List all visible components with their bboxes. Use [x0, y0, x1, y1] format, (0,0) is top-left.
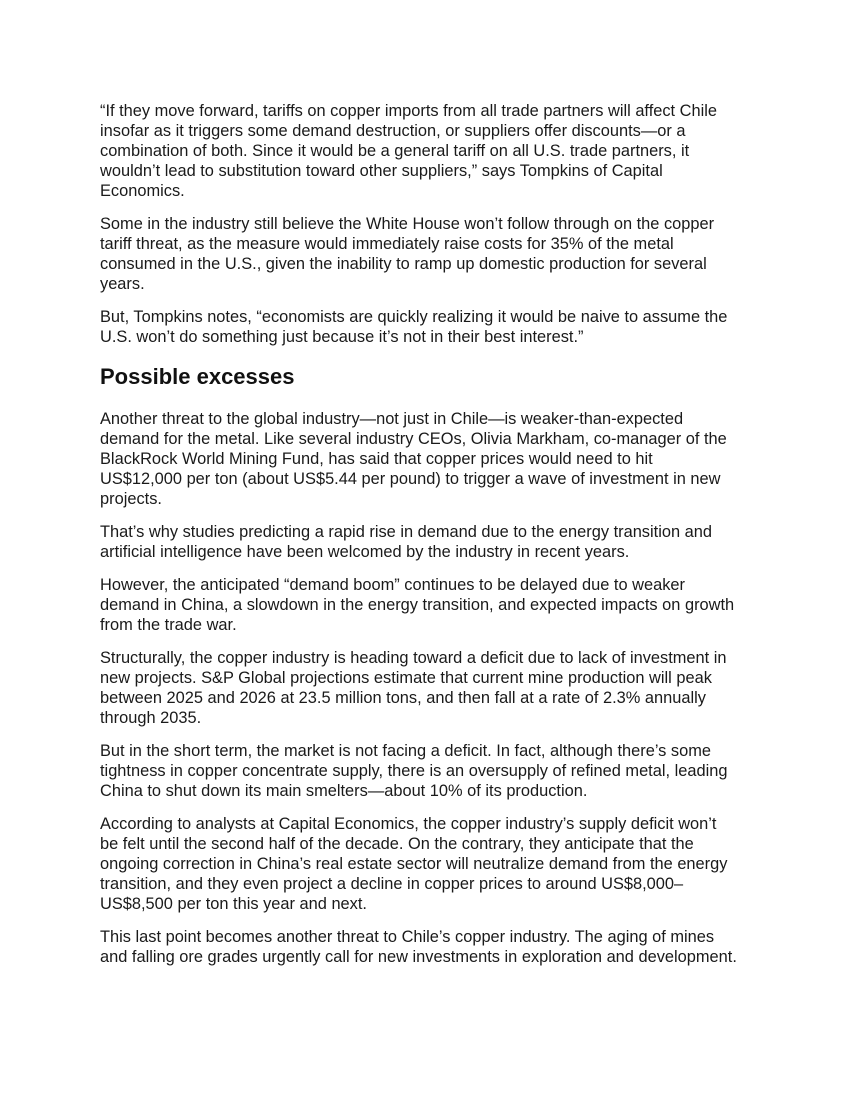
text-line: and falling ore grades urgently call for new investments in exploration and development. — [100, 948, 737, 966]
text-line: demand for the metal. Like several industry CEOs, Olivia Markham, co-manager of the — [100, 430, 727, 448]
paragraph — [100, 214, 780, 294]
paragraph — [100, 927, 780, 967]
text-line: Structurally, the copper industry is heading toward a deficit due to lack of investment in — [100, 649, 727, 667]
paragraph — [100, 575, 780, 635]
text-line: However, the anticipated “demand boom” continues to be delayed due to weaker — [100, 576, 685, 594]
text-line: US$12,000 per ton (about US$5.44 per pound) to trigger a wave of investment in new — [100, 470, 721, 488]
text-line: artificial intelligence have been welcomed by the industry in recent years. — [100, 543, 630, 561]
section-heading: Possible excesses — [100, 364, 295, 389]
text-line: Some in the industry still believe the White House won’t follow through on the copper — [100, 215, 715, 233]
text-line: projects. — [100, 490, 162, 508]
text-line: consumed in the U.S., given the inability to ramp up domestic production for several — [100, 255, 707, 273]
section-before — [100, 101, 780, 347]
section-after — [100, 409, 780, 967]
paragraph — [100, 648, 780, 728]
paragraph — [100, 101, 780, 201]
text-line: ongoing correction in China’s real estate sector will neutralize demand from the energy — [100, 855, 728, 873]
text-line: new projects. S&P Global projections estimate that current mine production will peak — [100, 669, 712, 687]
text-line: U.S. won’t do something just because it’s not in their best interest.” — [100, 328, 584, 346]
paragraph — [100, 814, 780, 914]
text-line: demand in China, a slowdown in the energy transition, and expected impacts on growth — [100, 596, 735, 614]
text-line: China to shut down its main smelters—about 10% of its production. — [100, 782, 588, 800]
text-line: through 2035. — [100, 709, 202, 727]
text-line: Economics. — [100, 182, 185, 200]
text-line: Another threat to the global industry—not just in Chile—is weaker-than-expected — [100, 410, 684, 428]
text-line: This last point becomes another threat to Chile’s copper industry. The aging of mines — [100, 928, 715, 946]
text-line: transition, and they even project a decline in copper prices to around US$8,000– — [100, 875, 684, 893]
text-line: “If they move forward, tariffs on copper imports from all trade partners will affect Chile — [100, 102, 718, 120]
text-line: But, Tompkins notes, “economists are quickly realizing it would be naive to assume the — [100, 308, 728, 326]
text-line: US$8,500 per ton this year and next. — [100, 895, 367, 913]
paragraph — [100, 307, 780, 347]
paragraph — [100, 522, 780, 562]
text-line: That’s why studies predicting a rapid rise in demand due to the energy transition and — [100, 523, 712, 541]
text-line: from the trade war. — [100, 616, 237, 634]
text-line: be felt until the second half of the decade. On the contrary, they anticipate that the — [100, 835, 694, 853]
text-line: According to analysts at Capital Economics, the copper industry’s supply deficit won’t — [100, 815, 717, 833]
text-line: BlackRock World Mining Fund, has said that copper prices would need to hit — [100, 450, 653, 468]
text-line: wouldn’t lead to substitution toward other suppliers,” says Tompkins of Capital — [100, 162, 663, 180]
paragraph — [100, 409, 780, 509]
text-line: tariff threat, as the measure would immediately raise costs for 35% of the metal — [100, 235, 674, 253]
text-line: between 2025 and 2026 at 23.5 million tons, and then fall at a rate of 2.3% annually — [100, 689, 706, 707]
text-line: But in the short term, the market is not facing a deficit. In fact, although there’s some — [100, 742, 712, 760]
text-line: years. — [100, 275, 145, 293]
text-line: insofar as it triggers some demand destruction, or suppliers offer discounts—or a — [100, 122, 686, 140]
text-line: combination of both. Since it would be a general tariff on all U.S. trade partners, it — [100, 142, 690, 160]
text-line: tightness in copper concentrate supply, there is an oversupply of refined metal, leading — [100, 762, 728, 780]
paragraph — [100, 741, 780, 801]
document-page — [100, 101, 780, 980]
